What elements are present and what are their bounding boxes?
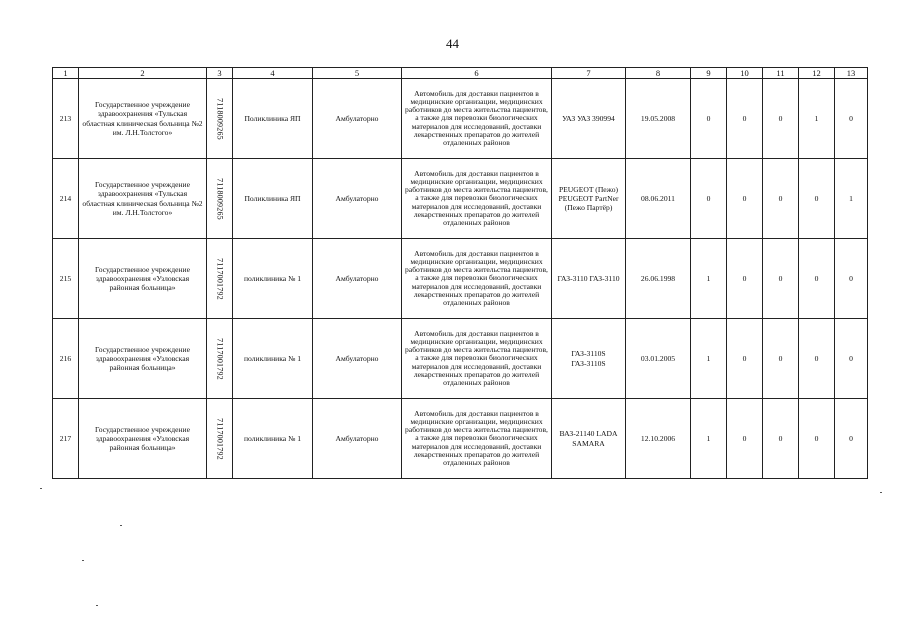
value-col-11: 0 [763,399,799,479]
header-row [53,68,868,79]
col-header-4: 4 [233,68,313,79]
unit-name: Поликлиника ЯП [233,159,313,239]
unit-name: поликлиника № 1 [233,239,313,319]
scan-speck [120,525,122,526]
value-col-11: 0 [763,159,799,239]
row-number: 216 [53,319,79,399]
care-type: Амбулаторно [313,239,402,319]
table-row [53,159,868,239]
inn-cell [207,159,233,239]
inn-cell [207,319,233,399]
col-header-6: 6 [402,68,552,79]
inn-value: 7117001792 [215,337,225,380]
col-header-8: 8 [626,68,691,79]
value-col-9: 1 [691,239,727,319]
value-col-9: 0 [691,79,727,159]
value-col-10: 0 [727,399,763,479]
value-col-13: 0 [835,319,868,399]
value-col-12: 1 [799,79,835,159]
unit-name: поликлиника № 1 [233,319,313,399]
value-col-9: 1 [691,319,727,399]
registration-date: 08.06.2011 [626,159,691,239]
vehicle-model: ГАЗ-3110S ГАЗ-3110S [552,319,626,399]
inn-cell [207,239,233,319]
table-row [53,239,868,319]
value-col-13: 0 [835,399,868,479]
vehicle-model: PEUGEOT (Пежо) PEUGEOT PartNer (Пежо Партёр) [552,159,626,239]
organization-name: Государственное учреждение здравоохранения «Узловская районная больница» [79,399,207,479]
unit-name: Поликлиника ЯП [233,79,313,159]
scan-speck [96,605,98,606]
col-header-5: 5 [313,68,402,79]
value-col-12: 0 [799,399,835,479]
inn-cell [207,79,233,159]
value-col-10: 0 [727,319,763,399]
inn-cell [207,399,233,479]
value-col-13: 0 [835,239,868,319]
scan-speck [40,488,42,489]
care-type: Амбулаторно [313,399,402,479]
value-col-11: 0 [763,79,799,159]
col-header-11: 11 [763,68,799,79]
col-header-2: 2 [79,68,207,79]
organization-name: Государственное учреждение здравоохранения «Узловская районная больница» [79,239,207,319]
value-col-10: 0 [727,239,763,319]
vehicle-model: ГАЗ-3110 ГАЗ-3110 [552,239,626,319]
organization-name: Государственное учреждение здравоохранения «Тульская областная клиническая больница №2 им. Л.Н.Толстого» [79,79,207,159]
unit-name: поликлиника № 1 [233,399,313,479]
value-col-13: 1 [835,159,868,239]
page-number: 44 [446,36,459,51]
vehicle-registry-table [52,67,868,479]
vehicle-model: ВАЗ-21140 LADA SAMARA [552,399,626,479]
row-number: 217 [53,399,79,479]
care-type: Амбулаторно [313,319,402,399]
registration-date: 19.05.2008 [626,79,691,159]
care-type: Амбулаторно [313,79,402,159]
col-header-12: 12 [799,68,835,79]
scan-speck [880,492,882,493]
value-col-11: 0 [763,319,799,399]
table-row [53,399,868,479]
vehicle-purpose: Автомобиль для доставки пациентов в медицинские организации, медицинских работников до места жительства пациентов, а также для перевозки биологических материалов для исследований, доставки лекарственных препаратов до жителей отдаленных районов [402,159,552,239]
row-number: 215 [53,239,79,319]
value-col-10: 0 [727,79,763,159]
care-type: Амбулаторно [313,159,402,239]
vehicle-purpose: Автомобиль для доставки пациентов в медицинские организации, медицинских работников до места жительства пациентов, а также для перевозки биологических материалов для исследований, доставки лекарственных препаратов до жителей отдаленных районов [402,319,552,399]
vehicle-purpose: Автомобиль для доставки пациентов в медицинские организации, медицинских работников до места жительства пациентов, а также для перевозки биологических материалов для исследований, доставки лекарственных препаратов до жителей отдаленных районов [402,79,552,159]
value-col-12: 0 [799,239,835,319]
value-col-12: 0 [799,159,835,239]
col-header-9: 9 [691,68,727,79]
value-col-13: 0 [835,79,868,159]
organization-name: Государственное учреждение здравоохранения «Тульская областная клиническая больница №2 им. Л.Н.Толстого» [79,159,207,239]
scan-speck [82,560,84,561]
registration-date: 03.01.2005 [626,319,691,399]
col-header-13: 13 [835,68,868,79]
value-col-12: 0 [799,319,835,399]
row-number: 214 [53,159,79,239]
inn-value: 7117001792 [215,257,225,300]
table-row [53,319,868,399]
inn-value: 7118009265 [215,177,225,220]
col-header-1: 1 [53,68,79,79]
col-header-3: 3 [207,68,233,79]
vehicle-purpose: Автомобиль для доставки пациентов в медицинские организации, медицинских работников до места жительства пациентов, а также для перевозки биологических материалов для исследований, доставки лекарственных препаратов до жителей отдаленных районов [402,399,552,479]
col-header-7: 7 [552,68,626,79]
inn-value: 7117001792 [215,417,225,460]
value-col-9: 0 [691,159,727,239]
value-col-11: 0 [763,239,799,319]
organization-name: Государственное учреждение здравоохранения «Узловская районная больница» [79,319,207,399]
row-number: 213 [53,79,79,159]
registration-date: 26.06.1998 [626,239,691,319]
col-header-10: 10 [727,68,763,79]
value-col-9: 1 [691,399,727,479]
vehicle-purpose: Автомобиль для доставки пациентов в медицинские организации, медицинских работников до места жительства пациентов, а также для перевозки биологических материалов для исследований, доставки лекарственных препаратов до жителей отдаленных районов [402,239,552,319]
value-col-10: 0 [727,159,763,239]
inn-value: 7118009265 [215,97,225,140]
vehicle-model: УАЗ УАЗ 390994 [552,79,626,159]
table-row [53,79,868,159]
registration-date: 12.10.2006 [626,399,691,479]
